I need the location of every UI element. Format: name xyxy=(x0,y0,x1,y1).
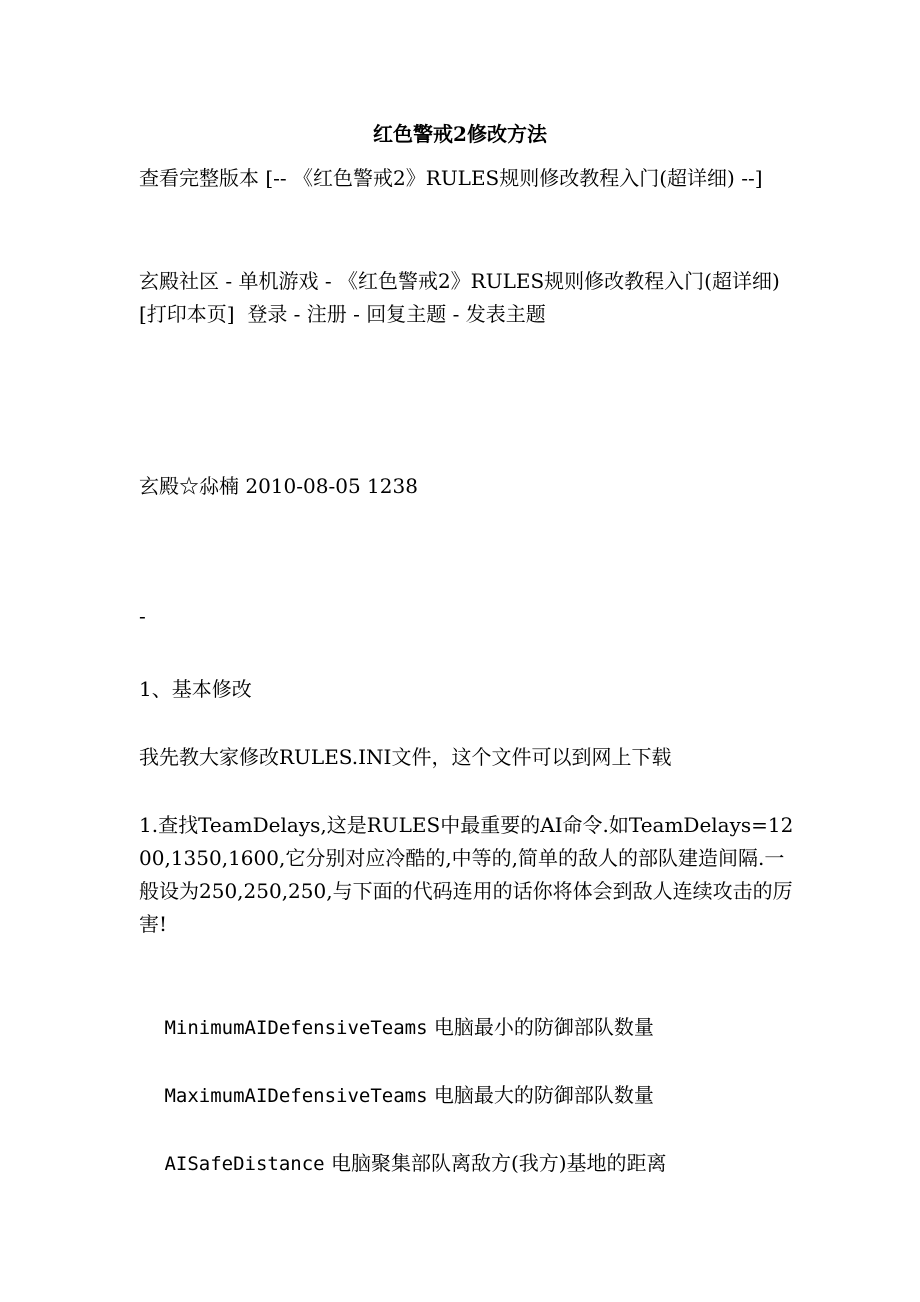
intro-paragraph: 我先教大家修改RULES.INI文件，这个文件可以到网上下载 xyxy=(139,745,672,769)
separator-mark: - xyxy=(139,604,146,628)
full-version-link-line[interactable]: 查看完整版本 [-- 《红色警戒2》RULES规则修改教程入门(超详细) --] xyxy=(139,166,763,190)
code-line-safe-distance xyxy=(139,1114,799,1214)
section-heading: 1、基本修改 xyxy=(139,677,252,701)
code-desc: 电脑最小的防御部队数量 xyxy=(427,1015,654,1039)
code-desc: 电脑最大的防御部队数量 xyxy=(427,1083,654,1107)
post-author-line: 玄殿☆尛楠 2010-08-05 1238 xyxy=(139,474,418,498)
code-desc: 电脑聚集部队离敌方(我方)基地的距离 xyxy=(324,1151,667,1175)
breadcrumb-nav[interactable]: 玄殿社区 - 单机游戏 - 《红色警戒2》RULES规则修改教程入门(超详细) [打印本页] 登录 - 注册 - 回复主题 - 发表主题 xyxy=(139,269,787,326)
document-title: 红色警戒2修改方法 xyxy=(373,122,547,146)
code-term: MaximumAIDefensiveTeams xyxy=(164,1085,428,1107)
item-1-paragraph: 1.查找TeamDelays,这是RULES中最重要的AI命令.如TeamDelays=1200,1350,1600,它分别对应冷酷的,中等的,简单的敌人的部队建造间隔.一般设为250,250,250,与下面的代码连用的话你将体会到敌人连续攻击的厉害! xyxy=(139,813,794,936)
code-term: AISafeDistance xyxy=(164,1153,325,1175)
code-term: MinimumAIDefensiveTeams xyxy=(164,1017,428,1039)
